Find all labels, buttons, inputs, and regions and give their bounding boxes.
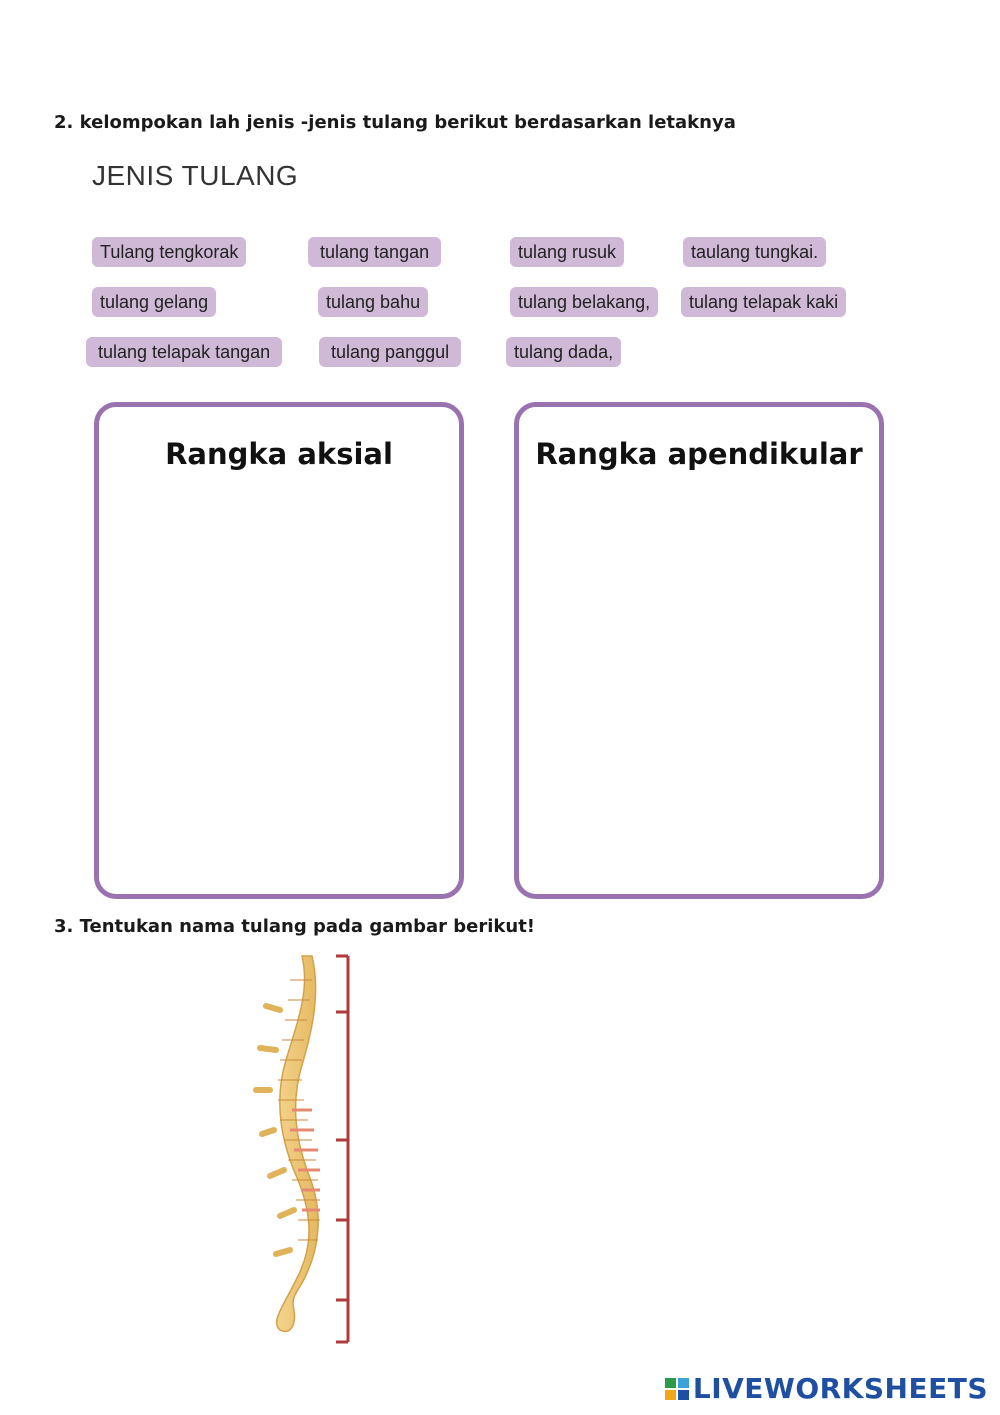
brand-text: LIVEWORKSHEETS — [692, 1372, 988, 1405]
chip-tulang-telapak-kaki[interactable]: tulang telapak kaki — [681, 287, 846, 317]
drop-area-apendikular[interactable] — [539, 497, 859, 874]
drop-area-aksial[interactable] — [119, 497, 439, 874]
liveworksheets-logo-icon — [665, 1376, 691, 1402]
chip-tulang-dada[interactable]: tulang dada, — [506, 337, 621, 367]
chip-tulang-gelang[interactable]: tulang gelang — [92, 287, 216, 317]
chip-tulang-tangan[interactable]: tulang tangan — [308, 237, 441, 267]
chip-tulang-belakang[interactable]: tulang belakang, — [510, 287, 658, 317]
drop-box-rangka-aksial[interactable] — [94, 402, 464, 899]
section-title: JENIS TULANG — [92, 160, 299, 191]
spine-illustration — [240, 950, 360, 1350]
question-2-title: 2. kelompokan lah jenis -jenis tulang berikut berdasarkan letaknya — [54, 112, 736, 133]
question-3-title: 3. Tentukan nama tulang pada gambar berikut! — [54, 916, 536, 937]
chip-tulang-rusuk[interactable]: tulang rusuk — [510, 237, 624, 267]
drop-box-rangka-apendikular[interactable] — [514, 402, 884, 899]
chip-tulang-tengkorak[interactable]: Tulang tengkorak — [92, 237, 246, 267]
box-title-aksial: Rangka aksial — [165, 437, 393, 471]
liveworksheets-logo — [665, 1372, 988, 1405]
chip-tulang-panggul[interactable]: tulang panggul — [319, 337, 461, 367]
chip-tulang-tungkai[interactable]: taulang tungkai. — [683, 237, 826, 267]
chip-tulang-telapak-tangan[interactable]: tulang telapak tangan — [86, 337, 282, 367]
chip-tulang-bahu[interactable]: tulang bahu — [318, 287, 428, 317]
box-title-apendikular: Rangka apendikular — [535, 437, 863, 471]
